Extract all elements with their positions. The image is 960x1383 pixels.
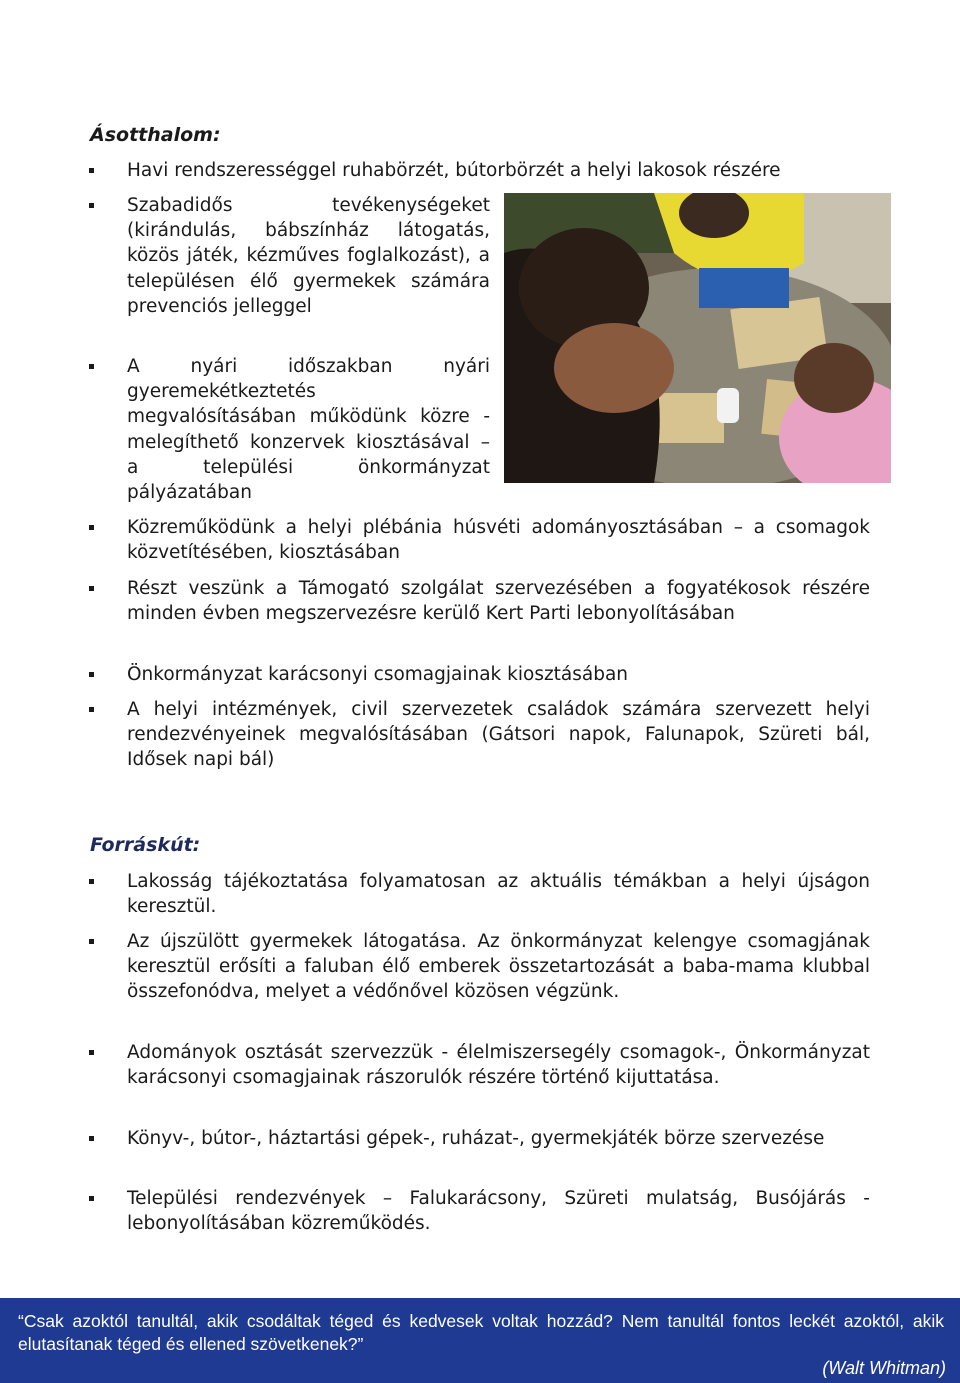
bullet-icon bbox=[89, 939, 94, 944]
list-item: Települési rendezvények – Falukarácsony, Szüreti mulatság, Busójárás - lebonyolításában közreműködés. bbox=[127, 1186, 870, 1236]
bullet-icon bbox=[89, 672, 94, 677]
bullet-icon bbox=[89, 203, 94, 208]
bullet-icon bbox=[89, 168, 94, 173]
list-item: A nyári időszakban nyári gyeremekétkeztetés megvalósításában működünk közre - melegíthető konzervek kiosztásával – a települési önkormányzat pályázatában bbox=[127, 354, 490, 505]
section-heading-asotthalom: Ásotthalom: bbox=[90, 124, 221, 146]
photo-illustration bbox=[504, 193, 891, 483]
list-item: Az újszülött gyermekek látogatása. Az önkormányzat kelengye csomagjának keresztül erősíti a faluban élő emberek összetartozását a baba-mama klubbal összefonódva, melyet a védőnővel közösen végzünk. bbox=[127, 929, 870, 1005]
list-item: Önkormányzat karácsonyi csomagjainak kiosztásában bbox=[127, 662, 870, 687]
list-item: Havi rendszerességgel ruhabörzét, bútorbörzét a helyi lakosok részére bbox=[127, 158, 870, 183]
list-item: A helyi intézmények, civil szervezetek családok számára szervezett helyi rendezvényeinek megvalósításában (Gátsori napok, Falunapok, Szüreti bál, Idősek napi bál) bbox=[127, 697, 870, 773]
list-item: Részt veszünk a Támogató szolgálat szervezésében a fogyatékosok részére minden évben megszervezésre kerülő Kert Parti lebonyolításában bbox=[127, 576, 870, 626]
list-item: Közreműködünk a helyi plébánia húsvéti adományosztásában – a csomagok közvetítésében, kiosztásában bbox=[127, 515, 870, 565]
list-item: Lakosság tájékoztatása folyamatosan az aktuális témákban a helyi újságon keresztül. bbox=[127, 869, 870, 919]
list-item: Szabadidős tevékenységeket (kirándulás, bábszínház látogatás, közös játék, kézműves foglalkozást), a településen élő gyermekek számára prevenciós jelleggel bbox=[127, 193, 490, 319]
footer-quote: “Csak azoktól tanultál, akik csodáltak téged és kedvesek voltak hozzád? Nem tanultál fontos leckét azoktól, akik elutasítanak téged és ellened szövetkenek?” bbox=[18, 1311, 944, 1354]
bullet-icon bbox=[89, 1050, 94, 1055]
footer-author: (Walt Whitman) bbox=[822, 1358, 946, 1378]
bullet-icon bbox=[89, 879, 94, 884]
bullet-icon bbox=[89, 525, 94, 530]
list-item: Könyv-, bútor-, háztartási gépek-, ruházat-, gyermekjáték börze szervezése bbox=[127, 1126, 870, 1151]
children-crafts-photo bbox=[504, 193, 891, 483]
bullet-icon bbox=[89, 364, 94, 369]
bullet-icon bbox=[89, 707, 94, 712]
list-item: Adományok osztását szervezzük - élelmiszersegély csomagok-, Önkormányzat karácsonyi csomagjainak rászorulók részére történő kijuttatása. bbox=[127, 1040, 870, 1090]
bullet-icon bbox=[89, 1136, 94, 1141]
footer-quote-box bbox=[0, 1300, 960, 1383]
bullet-icon bbox=[89, 1196, 94, 1201]
section-heading-forraskut: Forráskút: bbox=[90, 834, 201, 856]
bullet-icon bbox=[89, 586, 94, 591]
